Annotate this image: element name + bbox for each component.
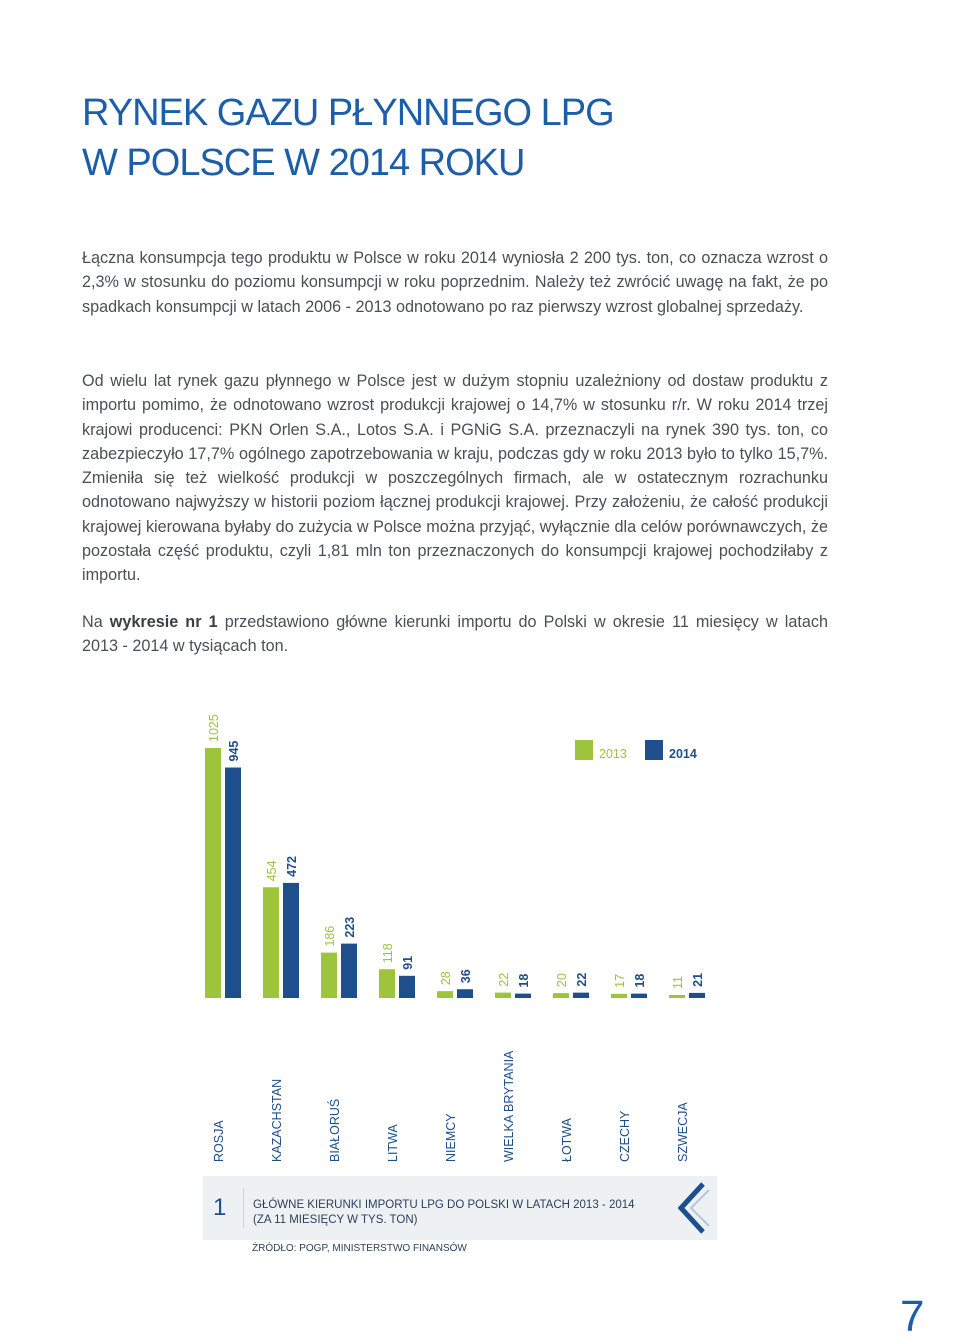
bar-2014-3 <box>399 976 415 998</box>
p3-after: przedstawiono główne kierunki importu do Polski w okresie 11 miesięcy w latach 2013 - 2014 w tysiącach ton. <box>82 613 828 656</box>
value-label-2014-1: 472 <box>285 856 299 877</box>
bar-2014-2 <box>341 944 357 998</box>
value-label-2014-2: 223 <box>343 916 357 938</box>
legend-label-2014: 2014 <box>669 747 697 761</box>
title-line-1: RYNEK GAZU PŁYNNEGO LPG <box>82 92 614 134</box>
bar-2014-5 <box>515 994 531 998</box>
value-label-2013-0: 1025 <box>207 714 221 742</box>
bar-2014-1 <box>283 883 299 998</box>
bar-2013-3 <box>379 969 395 998</box>
value-label-2014-7: 18 <box>633 973 647 988</box>
bar-2014-8 <box>689 993 705 998</box>
category-label-5: WIELKA BRYTANIA <box>502 1050 516 1162</box>
value-label-2014-3: 91 <box>401 955 415 970</box>
bar-2013-7 <box>611 994 627 998</box>
value-label-2013-7: 17 <box>613 973 627 988</box>
bar-2014-0 <box>225 768 241 998</box>
bar-2014-7 <box>631 994 647 998</box>
category-label-4: NIEMCY <box>444 1113 458 1162</box>
caption-line-1: GŁÓWNE KIERUNKI IMPORTU LPG DO POLSKI W LATACH 2013 - 2014 <box>253 1199 635 1211</box>
bar-2014-6 <box>573 993 589 998</box>
value-label-2014-4: 36 <box>459 969 473 984</box>
bar-2014-4 <box>457 989 473 998</box>
bar-2013-5 <box>495 993 511 998</box>
category-label-6: ŁOTWA <box>560 1118 574 1162</box>
caption-line-2: (ZA 11 MIESIĘCY W TYS. TON) <box>253 1214 418 1226</box>
value-label-2014-8: 21 <box>691 972 705 987</box>
value-label-2013-5: 22 <box>497 972 511 987</box>
category-label-7: CZECHY <box>618 1110 632 1162</box>
value-label-2013-4: 28 <box>439 971 453 986</box>
value-label-2013-2: 186 <box>323 925 337 947</box>
bar-2013-0 <box>205 748 221 998</box>
paragraph-consumption: Łączna konsumpcja tego produktu w Polsce w roku 2014 wyniosła 2 200 tys. ton, co oznacza wzrost o 2,3% w stosunku do poziomu konsumpcji w roku poprzednim. Należy też zwrócić uwagę na fakt, że po spadkach konsumpcji w latach 2006 - 2013 odnotowano po raz pierwszy wzrost globalnej sprzedaży. <box>82 249 828 316</box>
caption-text <box>253 1198 673 1228</box>
bar-2013-8 <box>669 995 685 998</box>
title-line-2: W POLSCE W 2014 ROKU <box>82 142 525 184</box>
paragraph-import-dependency: Od wielu lat rynek gazu płynnego w Polsce jest w dużym stopniu uzależniony od dostaw produktu z importu pomimo, że odnotowano wzrost produkcji krajowej o 14,7% w stosunku r/r. W roku 2014 trzej krajowi producenci: PKN Orlen S.A., Lotos S.A. i PGNiG S.A. przeznaczyli na rynek 390 tys. ton, co zabezpieczyło 17,7% ogólnego zapotrzebowania w kraju, podczas gdy w roku 2013 było to tylko 15,7%. Zmieniła się też wielkość produkcji w poszczególnych firmach, ale w ostatecznym rozrachunku odnotowano najwyższy w historii poziom łącznej produkcji krajowej. Przy założeniu, że całość produkcji krajowej kierowana byłaby do zużycia w Polsce można przyjąć, wyłącznie dla celów porównawczych, że pozostała część produktu, czyli 1,81 mln ton przeznaczonych do konsumpcji krajowej pochodziłaby z importu. <box>82 372 828 585</box>
bar-2013-4 <box>437 991 453 998</box>
value-label-2013-3: 118 <box>381 943 395 964</box>
p3-chart-ref: wykresie nr 1 <box>109 613 218 631</box>
category-label-8: SZWECJA <box>676 1102 690 1162</box>
value-label-2013-6: 20 <box>555 973 569 988</box>
category-label-2: BIAŁORUŚ <box>328 1098 342 1162</box>
legend-swatch-2013 <box>575 740 593 760</box>
category-label-3: LITWA <box>386 1124 400 1162</box>
value-label-2014-5: 18 <box>517 973 531 988</box>
caption-divider <box>243 1188 244 1228</box>
category-label-1: KAZACHSTAN <box>270 1078 284 1162</box>
page-number: 7 <box>900 1292 925 1341</box>
category-label-0: ROSJA <box>212 1120 226 1162</box>
bar-2013-1 <box>263 887 279 998</box>
p3-before: Na <box>82 613 110 631</box>
value-label-2014-0: 945 <box>227 740 241 762</box>
import-bar-chart <box>0 700 960 1180</box>
value-label-2013-1: 454 <box>265 860 279 882</box>
paragraph-chart-intro <box>82 610 828 659</box>
chevron-left-icon <box>671 1180 711 1236</box>
chart-number: 1 <box>213 1194 227 1221</box>
value-label-2014-6: 22 <box>575 972 589 987</box>
source-note: ŹRÓDŁO: POGP, MINISTERSTWO FINANSÓW <box>252 1243 467 1254</box>
bar-2013-6 <box>553 993 569 998</box>
chart-caption <box>203 1176 717 1240</box>
page-title <box>82 88 882 188</box>
legend-label-2013: 2013 <box>599 747 627 761</box>
bar-2013-2 <box>321 953 337 998</box>
value-label-2013-8: 11 <box>671 976 685 989</box>
legend-swatch-2014 <box>645 740 663 760</box>
